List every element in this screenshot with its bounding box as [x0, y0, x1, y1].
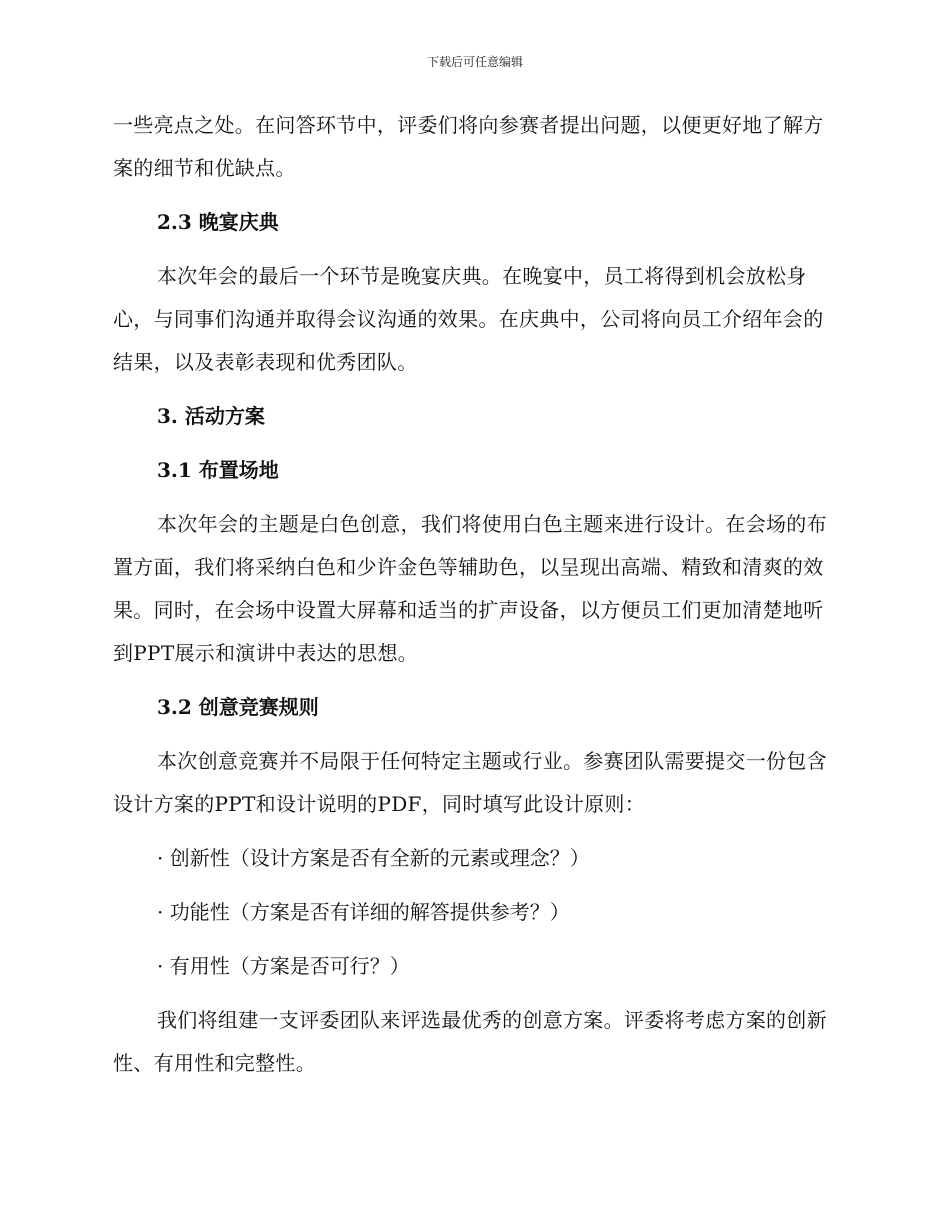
heading-3: 3. 活动方案	[157, 404, 265, 428]
paragraph-3-1: 本次年会的主题是白色创意，我们将使用白色主题来进行设计。在会场的布置方面，我们将采纳白色和少许金色等辅助色，以呈现出高端、精致和清爽的效果。同时，在会场中设置大屏幕和适当的扩声设备，以方便员工们更加清楚地听到PPT展示和演讲中表达的思想。	[113, 512, 827, 665]
paragraph-intro: 一些亮点之处。在问答环节中，评委们将向参赛者提出问题，以便更好地了解方案的细节和优缺点。	[113, 113, 824, 180]
paragraph-2-3: 本次年会的最后一个环节是晚宴庆典。在晚宴中，员工将得到机会放松身心，与同事们沟通并取得会议沟通的效果。在庆典中，公司将向员工介绍年会的结果，以及表彰表现和优秀团队。	[113, 264, 824, 374]
document-body	[113, 104, 833, 1085]
paragraph-3-2: 本次创意竞赛并不局限于任何特定主题或行业。参赛团队需要提交一份包含设计方案的PPT和设计说明的PDF，同时填写此设计原则：	[113, 749, 827, 816]
page-header: 下载后可任意编辑	[426, 55, 523, 69]
bullet-item-innovation: · 创新性（设计方案是否有全新的元素或理念？）	[157, 846, 590, 870]
paragraph-final: 我们将组建一支评委团队来评选最优秀的创意方案。评委将考虑方案的创新性、有用性和完整性。	[113, 1008, 827, 1075]
heading-3-1: 3.1 布置场地	[157, 458, 279, 482]
heading-2-3: 2.3 晚宴庆典	[157, 210, 279, 234]
heading-3-2: 3.2 创意竞赛规则	[157, 695, 319, 719]
bullet-item-functionality: · 功能性（方案是否有详细的解答提供参考？）	[157, 900, 570, 924]
bullet-item-usefulness: · 有用性（方案是否可行？）	[157, 954, 410, 978]
